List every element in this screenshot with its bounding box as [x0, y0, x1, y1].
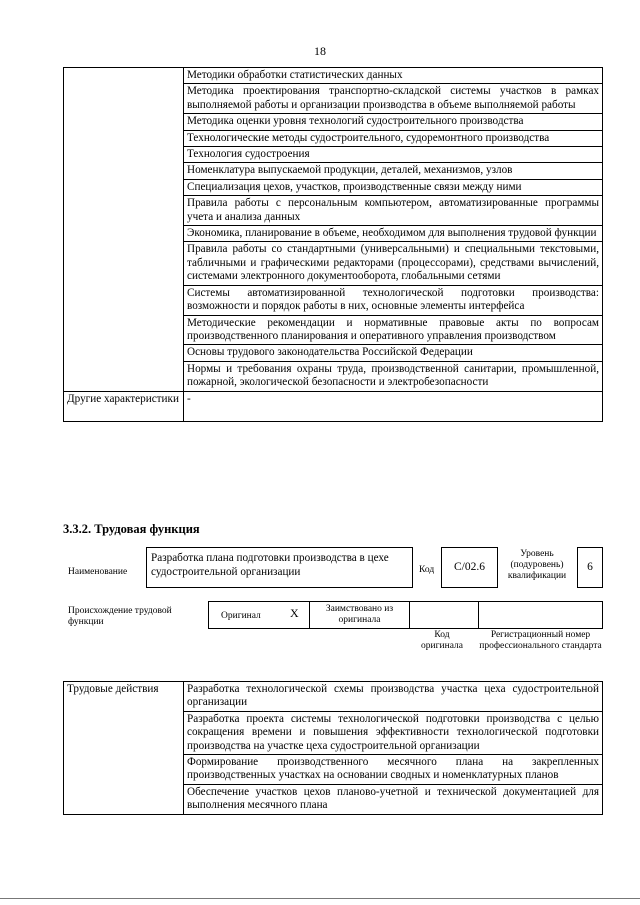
level-value: 6	[577, 547, 603, 588]
section-title: 3.3.2. Трудовая функция	[63, 522, 200, 536]
page-number: 18	[314, 44, 326, 58]
borrowed-label: Заимствовано из оригинала	[309, 601, 410, 629]
name-label: Наименование	[68, 567, 128, 577]
labor-action-item: Разработка технологической схемы производства участка цеха судостроительной организации	[184, 682, 603, 712]
original-mark: X	[290, 606, 299, 620]
other-characteristics-value: -	[184, 391, 603, 421]
code-orig-cell	[409, 601, 479, 629]
reg-number-cell	[478, 601, 603, 629]
knowledge-row: Правила работы со стандартными (универсальными) и специальными текстовыми, табличными и графическими редакторами (процессорами), средствами вычислений, системами электронного документооборота, глобальными сетями	[184, 242, 603, 285]
labor-actions-label: Трудовые действия	[64, 682, 184, 815]
labor-action-item: Разработка проекта системы технологической подготовки производства с целью сокращения времени и повышения эффективности технологической подготовки производства на участке цеха судостроительной организации	[184, 711, 603, 754]
knowledge-row: Технологические методы судостроительного, судоремонтного производства	[184, 130, 603, 146]
labor-action-item: Обеспечение участков цехов планово-учетной и технической документацией для выполнения месячного плана	[184, 784, 603, 814]
knowledge-row: Системы автоматизированной технологической подготовки производства: возможности и порядок работы в них, основные элементы интерфейса	[184, 285, 603, 315]
original-label: Оригинал	[221, 611, 261, 621]
labor-actions-table	[63, 681, 603, 815]
knowledge-table	[63, 67, 603, 422]
knowledge-row: Специализация цехов, участков, производственные связи между ними	[184, 179, 603, 195]
level-label: Уровень (подуровень) квалификации	[507, 549, 567, 581]
knowledge-label-cell	[64, 68, 184, 392]
knowledge-row: Методика оценки уровня технологий судостроительного производства	[184, 114, 603, 130]
reg-number-label: Регистрационный номер профессионального стандарта	[479, 630, 602, 651]
original-cell	[208, 601, 310, 629]
labor-action-item: Формирование производственного месячного плана на закрепленных производственных участках на основании сводных и номенклатурных планов	[184, 755, 603, 785]
scan-edge-line	[0, 898, 640, 899]
knowledge-row: Методики обработки статистических данных	[184, 68, 603, 84]
knowledge-row: Методические рекомендации и нормативные правовые акты по вопросам производственного планирования и оперативного управления производством	[184, 315, 603, 345]
table-row	[64, 391, 603, 421]
table-row	[64, 68, 603, 84]
table-row	[64, 682, 603, 712]
knowledge-row: Номенклатура выпускаемой продукции, деталей, механизмов, узлов	[184, 163, 603, 179]
origin-label: Происхождение трудовой функции	[68, 606, 172, 627]
code-label: Код	[419, 565, 435, 575]
knowledge-row: Технология судостроения	[184, 147, 603, 163]
code-orig-label: Код оригинала	[421, 630, 463, 651]
knowledge-row: Правила работы с персональным компьютером, автоматизированные программы учета и анализа данных	[184, 196, 603, 226]
code-value: C/02.6	[441, 547, 498, 588]
knowledge-row: Экономика, планирование в объеме, необходимом для выполнения трудовой функции	[184, 226, 603, 242]
knowledge-row: Основы трудового законодательства Российской Федерации	[184, 345, 603, 361]
knowledge-row: Методика проектирования транспортно-складской системы участков в рамках выполняемой работы и организации производства в объеме выполняемой работы	[184, 84, 603, 114]
knowledge-row: Нормы и требования охраны труда, производственной санитарии, промышленной, пожарной, экологической безопасности и электробезопасности	[184, 361, 603, 391]
name-value: Разработка плана подготовки производства в цехе судостроительной организации	[146, 547, 413, 588]
other-characteristics-label: Другие характеристики	[64, 391, 184, 421]
